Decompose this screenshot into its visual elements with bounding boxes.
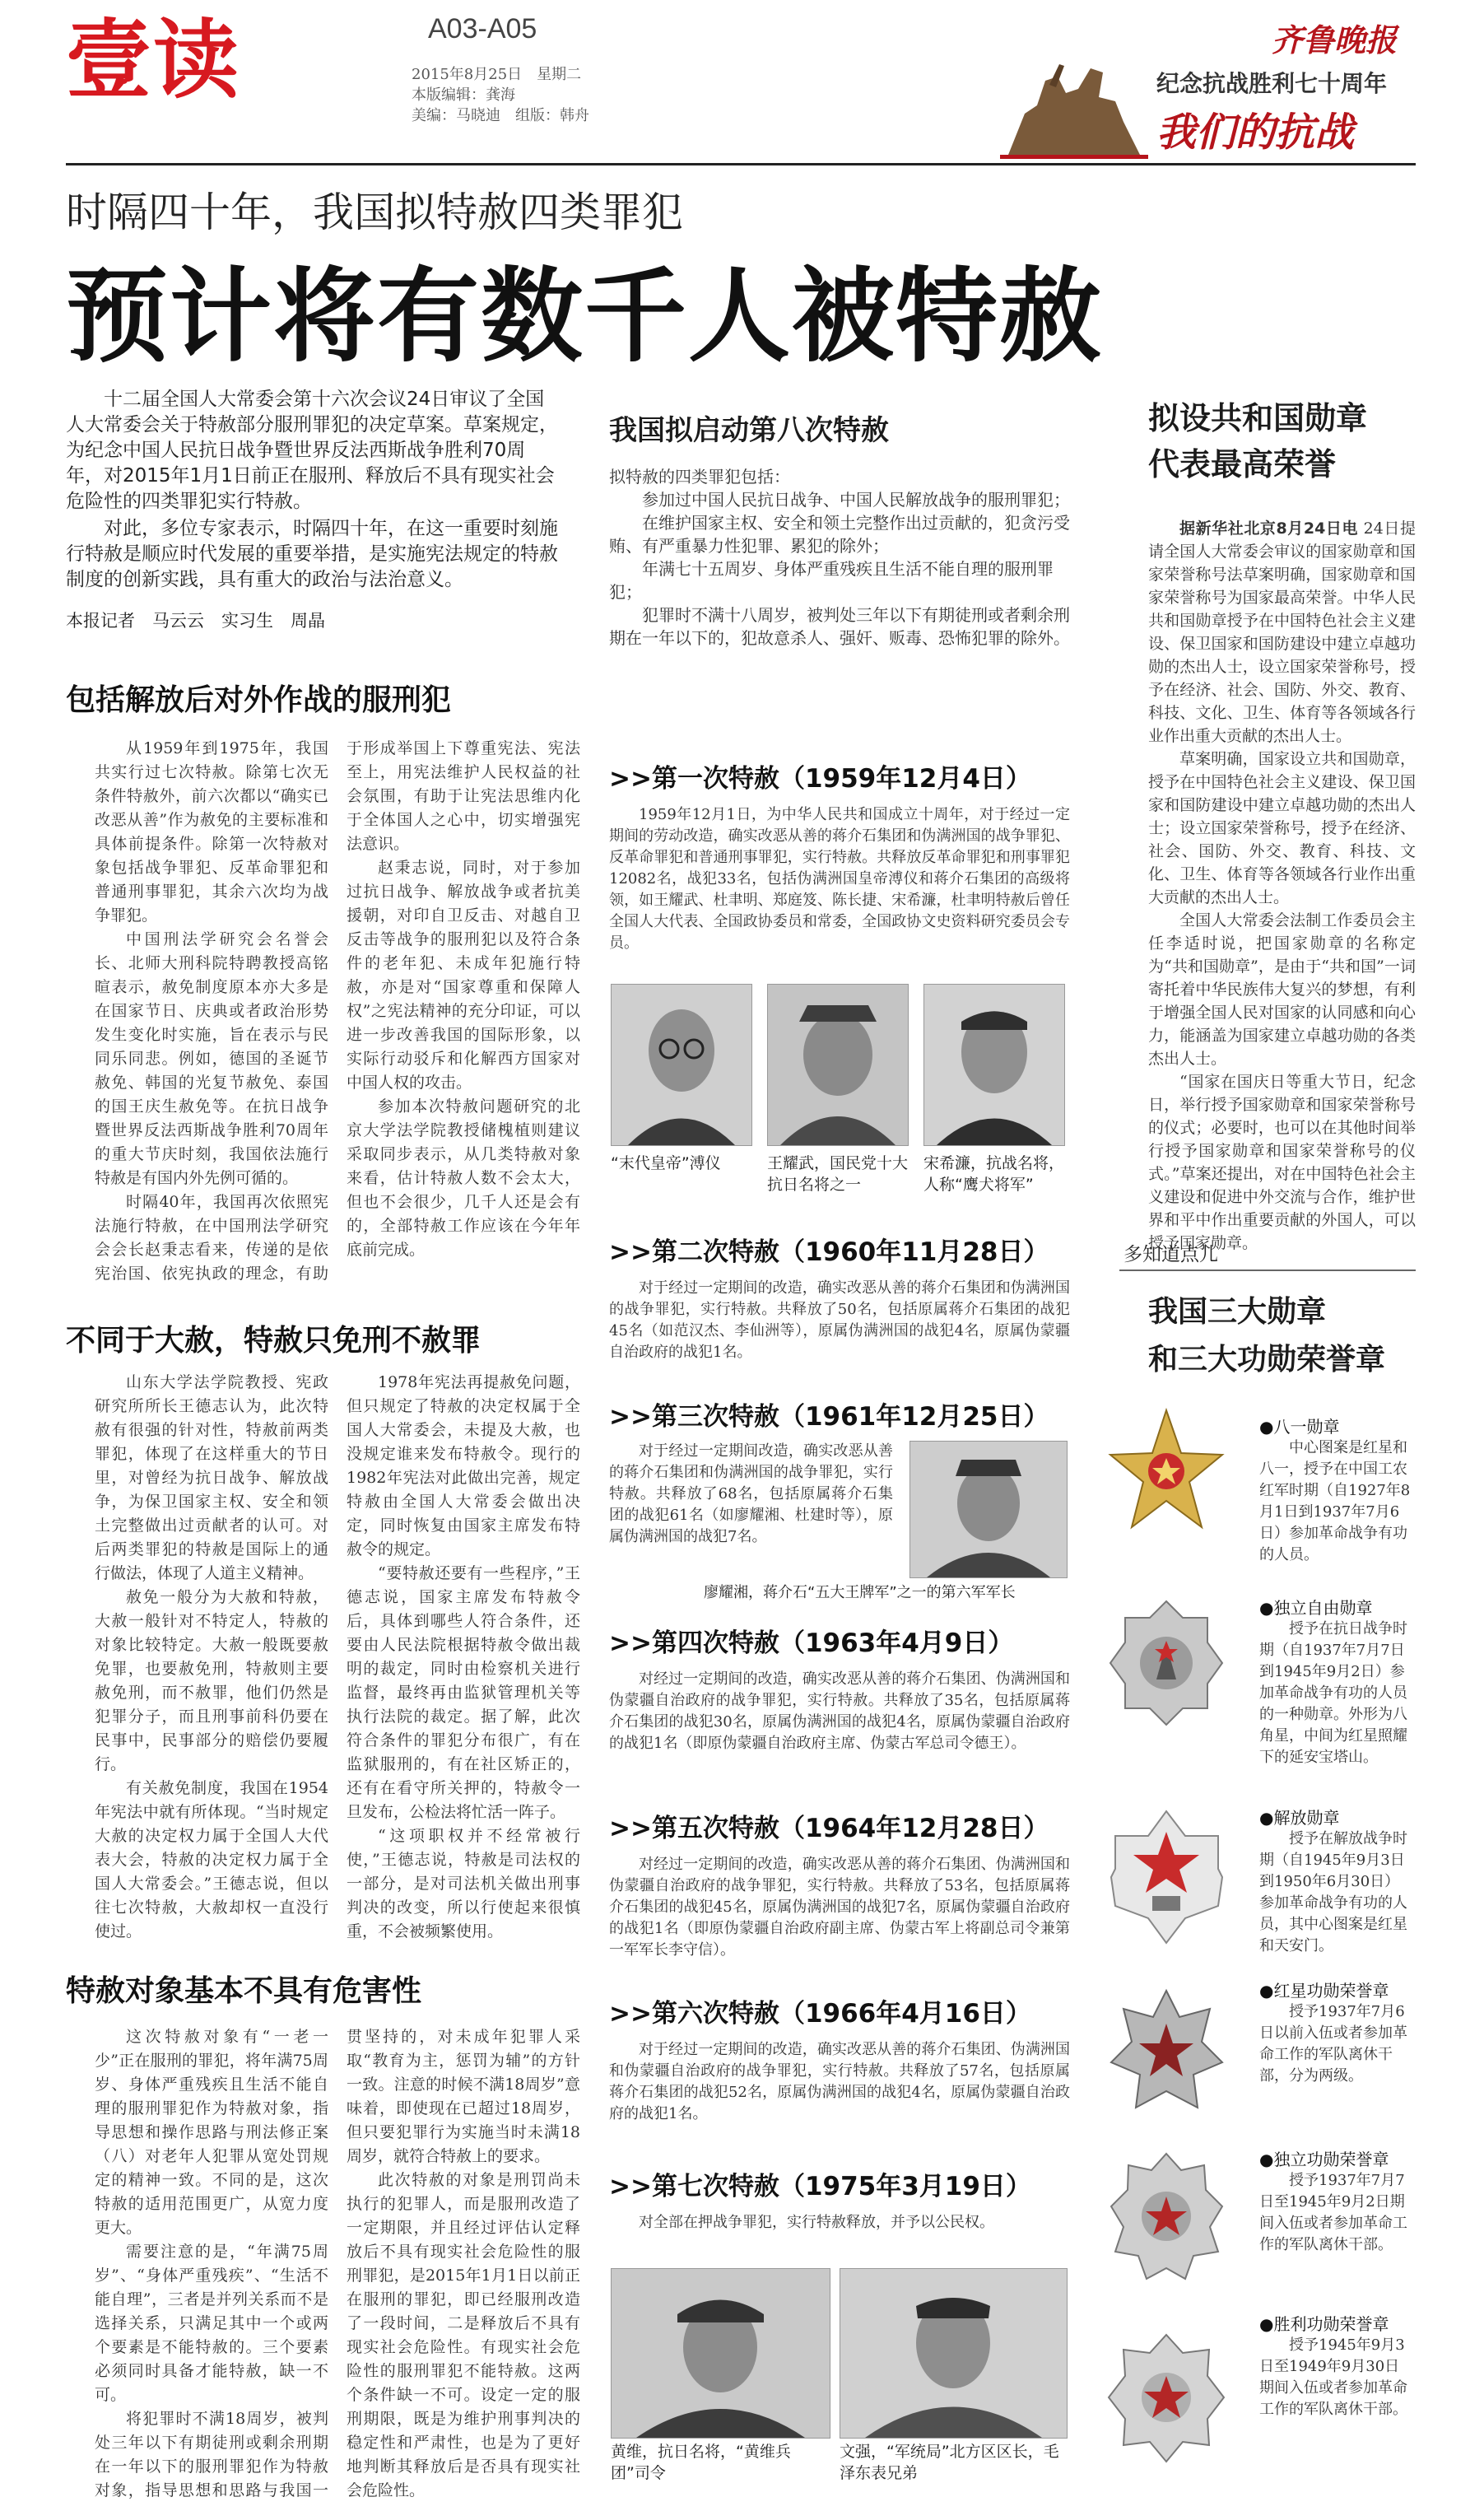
body-paragraph: “要特赦还要有一些程序，”王德志说，国家主席发布特赦令后，具体到哪些人符合条件，还要由人民法院根据特赦令做出裁明的裁定，同时由检察机关进行监督，最终再由监狱管理机关等执行法院的裁定。据了解，此次符合条件的罪犯分布很广，有在监狱服刑的，有在社区矫正的，还有在看守所关押的，特赦令一旦发布，公检法将忙活一阵子。 <box>347 1564 580 1821</box>
body-paragraph: 将犯罪时不满18周岁，被判处三年以下有期徒刑或剩余刑期在一年以下的服刑罪犯作为特赦对象，指导思想和思路与我国一贯坚持的，对未成年犯罪人采取“教育为主，惩罚为辅”的方针一致。注意的时候不满18周岁”意味着，即使现在已超过18周岁，但只要犯罪行为实施当时未满18周岁，就符合特赦上的要求。 <box>95 2028 580 2499</box>
independence-freedom-medal-icon <box>1107 1593 1226 1733</box>
section-brand: 壹读 <box>66 10 241 110</box>
body-paragraph: 参加本次特赦问题研究的北京大学法学院教授储槐植则建议采取同步表示，从几类特赦对象来看，估计特赦人数不会太大，但也不会很少，几千人还是会有的，全部特赦工作应该在今年年底前完成。 <box>347 1097 580 1259</box>
dateline: 据新华社北京8月24日电 <box>1179 519 1359 538</box>
medal-entry <box>1259 1597 1412 1768</box>
amnesty-7 <box>609 2165 1070 2248</box>
headline-subhead: 时隔四十年，我国拟特赦四类罪犯 <box>66 189 683 236</box>
headline-main: 预计将有数千人被特赦 <box>66 258 1104 376</box>
middle-heading <box>609 408 1070 449</box>
amnesty-heading: >>第三次特赦（1961年12月25日） <box>609 1402 1049 1432</box>
body-paragraph: 1978年宪法再提赦免问题，但只规定了特赦的决定权属于全国人大常委会，未提及大赦，也没规定谁来发布特赦令。现行的1982年宪法对此做出完善，规定特赦由全国人大常委会做出决定，同时恢复由国家主席发布特赦令的规定。 <box>347 1373 580 1558</box>
medals-title-line2: 和三大功勋荣誉章 <box>1148 1343 1386 1377</box>
amnesty-2 <box>609 1231 1070 1375</box>
lead-block <box>66 387 560 642</box>
right-title-line2: 代表最高荣誉 <box>1148 446 1337 482</box>
crime-item: 在维护国家主权、安全和领土完整作出过贡献的，犯贪污受贿、有严重暴力性犯罪、累犯的除外； <box>609 513 1070 556</box>
section2-heading <box>66 1317 576 1358</box>
body-paragraph: 赵秉志说，同时，对于参加过抗日战争、解放战争或者抗美援朝，对印自卫反击、对越自卫反击等战争的服刑犯以及符合条件的老年犯、未成年犯施行特赦，亦是对“国家尊重和保障人权”之宪法精神的充分印证，可以进一步改善我国的国际形象，以实际行动驳斥和化解西方国家对中国人权的攻击。 <box>347 859 580 1092</box>
portrait-icon <box>612 985 751 1145</box>
medal-entry <box>1259 1416 1412 1566</box>
right-heading <box>1148 395 1420 502</box>
body-paragraph: “国家在国庆日等重大节日，纪念日，举行授予国家勋章和国家荣誉称号的仪式；必要时，也可以在其他时间举行授予国家勋章和国家荣誉称号的仪式。”草案还提出，对在中国特色社会主义建设和促进中外交流与合作，维护世界和平中作出重要贡献的外国人，可以授予国家勋章。 <box>1148 1073 1416 1252</box>
soldier-statue-icon <box>1000 56 1148 159</box>
photo-wang-yaowu <box>767 984 909 1146</box>
medal-name: ●胜利功勋荣誉章 <box>1259 2314 1389 2334</box>
body-paragraph: 此次特赦的对象是刑罚尚未执行的犯罪人，而是服刑改造了一定期限，并且经过评估认定释放后不具有现实社会危险性的服刑罪犯，是2015年1月1日以前正在服刑的罪犯，即已经服刑改造了一段时间，二是释放后不具有现实社会危险性。有现实社会危险性的服刑罪犯不能特赦。这两个条件缺一不可。设定一定的服刑期限，既是为维护刑事判决的稳定性和严肃性，也是为了更好地判断其释放后是否具有现实社会危险性。 <box>347 2171 580 2499</box>
amnesty-5 <box>609 1807 1070 1980</box>
sidebar-label: 多知道点儿 <box>1123 1244 1218 1265</box>
medal-name: ●八一勋章 <box>1259 1417 1340 1437</box>
body-paragraph: 有关赦免制度，我国在1954年宪法中就有所体现。“当时规定大赦的决定权力属于全国人大代表大会，特赦的决定权力属于全国人大常委会。”王德志说，但以往七次特赦，大赦却权一直没行使过。 <box>95 1779 328 1940</box>
page-range: A03-A05 <box>428 13 537 44</box>
lead-paragraph: 十二届全国人大常委会第十六次会议24日审议了全国人大常委会关于特赦部分服刑罪犯的决定草案。草案规定，为纪念中国人民抗日战争暨世界反法西斯战争胜利70周年，对2015年1月1日前正在服刑、释放后不具有现实社会危险性的四类罪犯实行特赦。 <box>66 389 558 512</box>
independence-merit-medal-icon <box>1107 2149 1226 2289</box>
medal-entry <box>1259 2149 1412 2256</box>
amnesty-heading: >>第四次特赦（1963年4月9日） <box>609 1628 1014 1658</box>
amnesty-heading: >>第七次特赦（1975年3月19日） <box>609 2172 1031 2201</box>
byline: 本报记者 马云云 实习生 周晶 <box>66 611 325 631</box>
amnesty-heading: >>第一次特赦（1959年12月4日） <box>609 764 1031 794</box>
medal-desc: 授予1937年7月7日至1945年9月2日期间入伍或者参加革命工作的军队离休干部。 <box>1259 2172 1407 2253</box>
amnesty-body: 对于经过一定期间改造，确实改恶从善的蒋介石集团和伪满洲国的战争罪犯，实行特赦。共释放了68名，包括原属蒋介石集团的战犯61名（如廖耀湘、杜建时等），原属伪满洲国的战犯7名。 <box>609 1442 893 1545</box>
medal-name: ●红星功勋荣誉章 <box>1259 1981 1389 2001</box>
banner-line2: 我们的抗战 <box>1156 109 1355 156</box>
photo-caption: “末代皇帝”溥仪 <box>611 1154 721 1172</box>
body-paragraph <box>1148 517 1416 748</box>
photo-caption: 廖耀湘，蒋介石“五大王牌军”之一的第六军军长 <box>704 1584 1016 1601</box>
medal-entry <box>1259 1980 1412 2087</box>
amnesty-body: 对于经过一定期间的改造，确实改恶从善的蒋介石集团和伪满洲国的战争罪犯，实行特赦。共释放了50名，包括原属蒋介石集团的战犯45名（如范汉杰、李仙洲等），原属伪满洲国的战犯4名，原属伪蒙疆自治政府的战犯1名。 <box>609 1279 1070 1361</box>
medal-name: ●独立功勋荣誉章 <box>1259 2150 1389 2169</box>
red-star-medal-icon <box>1107 1984 1226 2124</box>
crime-item: 年满七十五周岁、身体严重残疾且生活不能自理的服刑罪犯； <box>609 559 1054 602</box>
right-title-line1: 拟设共和国勋章 <box>1148 400 1368 436</box>
photo-caption: 文强，“军统局”北方区区长，毛泽东表兄弟 <box>840 2443 1059 2482</box>
section-title: 我国拟启动第八次特赦 <box>609 414 889 447</box>
amnesty-3-body <box>609 1441 893 1581</box>
bayi-medal-icon <box>1107 1404 1226 1544</box>
crime-item: 参加过中国人民抗日战争、中国人民解放战争的服刑罪犯； <box>642 490 1070 510</box>
photo-caption: 宋希濂，抗战名将，人称“鹰犬将军” <box>923 1154 1065 1194</box>
design-credit: 美编：马晓迪 组版：韩舟 <box>412 107 589 124</box>
amnesty-body: 对全部在押战争罪犯，实行特赦释放，并予以公民权。 <box>639 2214 994 2231</box>
newspaper-logo: 齐鲁晚报 <box>1272 21 1398 58</box>
amnesty-heading: >>第六次特赦（1966年4月16日） <box>609 1999 1031 2029</box>
masthead-rule <box>66 163 1416 165</box>
photo-caption: 王耀武，国民党十大抗日名将之一 <box>767 1154 909 1194</box>
body-text: 24日提请全国人大常委会审议的国家勋章和国家荣誉称号法草案明确，国家勋章和国家荣誉称号为国家最高荣誉。中华人民共和国勋章授予在中国特色社会主义建设、保卫国家和国防建设中建立卓越功勋的杰出人士，设立国家荣誉称号，授予在经济、社会、国防、外交、教育、科技、文化、卫生、体育等各领域各行业作出重大贡献的杰出人士。 <box>1148 519 1416 745</box>
amnesty-body: 对于经过一定期间的改造，确实改恶从善的蒋介石集团、伪满洲国和伪蒙疆自治政府的战争罪犯，实行特赦。共释放了57名，包括原属蒋介石集团的战犯52名，原属伪满洲国的战犯4名，原属伪蒙疆自治政府的战犯1名。 <box>609 2041 1070 2122</box>
section3-heading <box>66 1968 576 2009</box>
section-title: 特赦对象基本不具有危害性 <box>66 1974 422 2008</box>
body-paragraph: “这项职权并不经常被行使，”王德志说，特赦是司法权的一部分，是对司法机关做出刑事判决的改变，所以行使起来很慎重，不会被频繁使用。 <box>347 1827 580 1940</box>
section-title: 包括解放后对外作战的服刑犯 <box>66 683 452 717</box>
issue-date: 2015年8月25日 星期二 <box>412 66 582 83</box>
crime-item: 犯罪时不满十八周岁，被判处三年以下有期徒刑或者剩余刑期在一年以下的，犯故意杀人、强奸、贩毒、恐怖犯罪的除外。 <box>609 605 1070 648</box>
medal-desc: 授予在抗日战争时期（自1937年7月7日到1945年9月2日）参加革命战争有功的人员的一种勋章。外形为八角星，中间为红星照耀下的延安宝塔山。 <box>1259 1620 1407 1766</box>
amnesty-1 <box>609 757 1070 988</box>
medal-name: ●解放勋章 <box>1259 1808 1340 1828</box>
body-paragraph: 需要注意的是，“年满75周岁”、“身体严重残疾”、“生活不能自理”，三者是并列关系而不是选择关系，只满足其中一个或两个要素是不能特赦的。三个要素必须同时具备才能特赦，缺一不可。 <box>95 2243 328 2404</box>
amnesty-heading: >>第五次特赦（1964年12月28日） <box>609 1814 1049 1843</box>
body-paragraph: 全国人大常委会法制工作委员会主任李适时说，把国家勋章的名称定为“共和国勋章”，是由于“共和国”一词寄托着中华民族伟大复兴的梦想，有利于增强全国人民对国家的认同感和向心力，能涵盖为国家建立卓越功勋的各类杰出人士。 <box>1148 911 1416 1068</box>
sidebar-rule <box>1119 1269 1416 1271</box>
banner-line1: 纪念抗战胜利七十周年 <box>1156 70 1388 97</box>
amnesty-body: 对经过一定期间的改造，确实改恶从善的蒋介石集团、伪满洲国和伪蒙疆自治政府的战争罪犯，实行特赦。共释放了53名，包括原属蒋介石集团的战犯45名，原属伪满洲国的战犯7名，原属伪蒙疆自治政府的战犯1名（即原伪蒙疆自治政府副主席、伪蒙古军上将副总司令兼第一军军长李守信）。 <box>609 1856 1070 1959</box>
right-body <box>1148 517 1416 1252</box>
anniversary-banner <box>1000 49 1428 161</box>
portrait-icon <box>612 2269 830 2438</box>
section-title: 不同于大赦，特赦只免刑不赦罪 <box>66 1324 481 1358</box>
body-paragraph: 这次特赦对象有“一老一少”正在服刑的罪犯，将年满75周岁、身体严重残疾且生活不能自理的服刑罪犯作为特赦对象，指导思想和操作思路与刑法修正案（八）对老年人犯罪从宽处罚规定的精神一致。不同的是，这次特赦的适用范围更广，从宽力度更大。 <box>95 2028 328 2237</box>
photo-song-xilian <box>923 984 1065 1146</box>
crimes-intro: 拟特赦的四类罪犯包括： <box>609 467 790 487</box>
medals-title-line1: 我国三大勋章 <box>1148 1295 1327 1329</box>
medal-desc: 授予在解放战争时期（自1945年9月3日到1950年6月30日）参加革命战争有功的人员，其中心图案是红星和天安门。 <box>1259 1830 1407 1954</box>
section3-body <box>95 2025 580 2499</box>
portrait-icon <box>840 2269 1067 2438</box>
section2-body <box>95 1371 580 1940</box>
victory-merit-medal-icon <box>1107 2330 1226 2470</box>
lead-paragraph: 对此，多位专家表示，时隔四十年，在这一重要时刻施行特赦是顺应时代发展的重要举措，是实施宪法规定的特赦制度的创新实践，具有重大的政治与法治意义。 <box>66 518 558 590</box>
amnesty-heading: >>第二次特赦（1960年11月28日） <box>609 1237 1049 1267</box>
section1-heading <box>66 677 576 718</box>
section1-body <box>95 737 580 1313</box>
body-paragraph: 山东大学法学院教授、宪政研究所所长王德志认为，此次特赦有很强的针对性，特赦前两类罪犯，体现了在这样重大的节日里，对曾经为抗日战争、解放战争，为保卫国家主权、安全和领土完整做出过贡献者的认可。对后两类罪犯的特赦是国际上的通行做法，体现了人道主义精神。 <box>95 1373 328 1582</box>
body-paragraph: 中国刑法学研究会名誉会长、北师大刑科院特聘教授高铭暄表示，赦免制度原本亦大多是在国家节日、庆典或者政治形势发生变化时实施，旨在表示与民同乐同悲。例如，德国的圣诞节赦免、韩国的光复节赦免、泰国的国王庆生赦免等。在抗日战争暨世界反法西斯战争胜利70周年的重大节庆时刻，我国依法施行特赦是有国内外先例可循的。 <box>95 930 328 1187</box>
medal-desc: 授予1937年7月6日以前入伍或者参加革命工作的军队离休干部，分为两级。 <box>1259 2003 1407 2085</box>
medal-desc: 中心图案是红星和八一，授予在中国工农红军时期（自1927年8月1日到1937年7月6日）参加革命战争有功的人员。 <box>1259 1439 1411 1563</box>
photo-puyi <box>611 984 752 1146</box>
amnesty-4 <box>609 1622 1070 1787</box>
portrait-icon <box>924 985 1064 1145</box>
body-paragraph: 草案明确，国家设立共和国勋章，授予在中国特色社会主义建设、保卫国家和国防建设中建立卓越功勋的杰出人士；设立国家荣誉称号，授予在经济、社会、国防、外交、教育、科技、文化、卫生、体育等各领域各行业作出重大贡献的杰出人士。 <box>1148 750 1416 906</box>
photo-wen-qiang <box>840 2268 1068 2439</box>
liberation-medal-icon <box>1107 1807 1226 1947</box>
medal-entry <box>1259 1807 1412 1957</box>
amnesty-6 <box>609 1992 1070 2149</box>
amnesty-body: 1959年12月1日，为中华人民共和国成立十周年，对于经过一定期间的劳动改造，确实改恶从善的蒋介石集团和伪满洲国的战争罪犯、反革命罪犯和普通刑事罪犯，实行特赦。共释放反革命罪犯和刑事罪犯12082名，战犯33名，包括伪满洲国皇帝溥仪和蒋介石集团的高级将领，如王耀武、杜聿明、郑庭笈、陈长捷、宋希濂，杜聿明特赦后曾任全国人大代表、全国政协委员和常委，全国政协文史资料研究委员会专员。 <box>609 806 1070 952</box>
body-paragraph: 赦免一般分为大赦和特赦，大赦一般针对不特定人，特赦的对象比较特定。大赦一般既要赦免罪，也要赦免刑，特赦则主要赦免刑，而不赦罪，他们仍然是犯罪分子，而且刑事前科仍要在民事中，民事部分的赔偿仍要履行。 <box>95 1588 328 1773</box>
amnesty-body: 对经过一定期间的改造，确实改恶从善的蒋介石集团、伪满洲国和伪蒙疆自治政府的战争罪犯，实行特赦。共释放了35名，包括原属蒋介石集团的战犯30名，原属伪满洲国的战犯4名，原属伪蒙疆自治政府的战犯1名（即原伪蒙疆自治政府主席、伪蒙古军总司令德王）。 <box>609 1670 1070 1752</box>
issue-meta <box>412 64 589 126</box>
medal-name: ●独立自由勋章 <box>1259 1598 1373 1618</box>
medal-desc: 授予1945年9月3日至1949年9月30日期间入伍或者参加革命工作的军队离休干部。 <box>1259 2336 1407 2418</box>
photo-huang-wei <box>611 2268 830 2439</box>
photo-liao-yaoxiang <box>909 1441 1068 1578</box>
amnesty-3-heading <box>609 1395 1070 1437</box>
crime-categories <box>609 465 1070 712</box>
editor-credit: 本版编辑：龚海 <box>412 86 515 104</box>
photo-caption: 黄维，抗日名将，“黄维兵团”司令 <box>611 2443 791 2482</box>
medals-heading <box>1148 1288 1420 1387</box>
portrait-icon <box>910 1442 1067 1577</box>
portrait-icon <box>768 985 908 1145</box>
body-paragraph: 从1959年到1975年，我国共实行过七次特赦。除第七次无条件特赦外，前六次都以“确实已改恶从善”作为赦免的主要标准和具体前提条件。除第一次特赦对象包括战争罪犯、反革命罪犯和普通刑事罪犯，其余六次均为战争罪犯。 <box>95 739 328 925</box>
medal-entry <box>1259 2313 1412 2420</box>
body-paragraph: 时隔40年，我国再次依照宪法施行特赦，在中国刑法学研究会会长赵秉志看来，传递的是依宪治国、依宪执政的理念，有助于形成举国上下尊重宪法、宪法至上，用宪法维护人民权益的社会氛围，有助于让宪法思维内化于全体国人之心中，切实增强宪法意识。 <box>95 739 580 1283</box>
